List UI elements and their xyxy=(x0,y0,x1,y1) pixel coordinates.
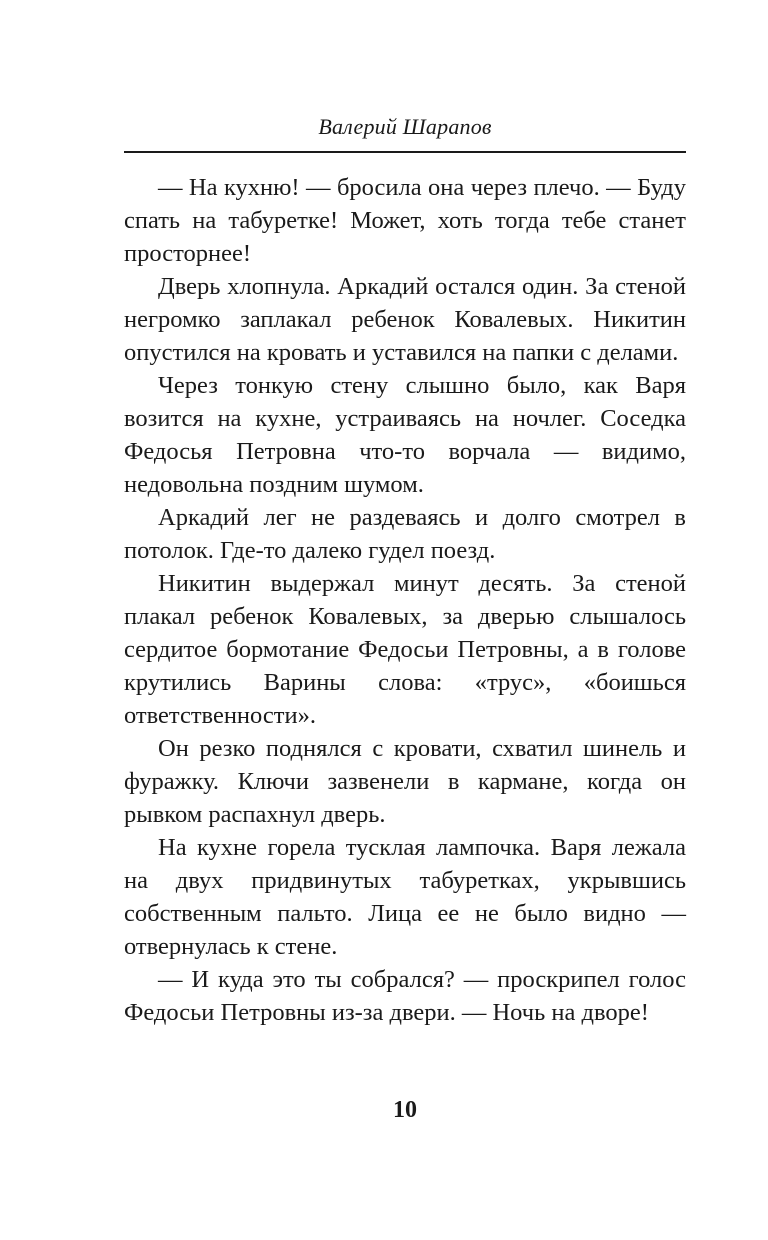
header-rule xyxy=(124,151,686,153)
paragraph: — На кухню! — бросила она через плечо. — Буду спать на табуретке! Может, хоть тогда тебе станет просторнее! xyxy=(124,174,686,267)
page-number: 10 xyxy=(393,1097,417,1123)
paragraph: Через тонкую стену слышно было, как Варя возится на кухне, устраиваясь на ночлег. Соседка Федосья Петровна что-то ворчала — видимо, недовольна поздним шумом. xyxy=(124,372,686,498)
paragraph: Аркадий лег не раздеваясь и долго смотрел в потолок. Где-то далеко гудел поезд. xyxy=(124,504,686,564)
paragraph: На кухне горела тусклая лампочка. Варя лежала на двух придвинутых табуретках, укрывшись собственным пальто. Лица ее не было видно — отвернулась к стене. xyxy=(124,834,686,960)
paragraph: Никитин выдержал минут десять. За стеной плакал ребенок Ковалевых, за дверью слышалось сердитое бормотание Федосьи Петровны, а в голове крутились Варины слова: «трус», «боишься ответственности». xyxy=(124,570,686,729)
paragraph: Он резко поднялся с кровати, схватил шинель и фуражку. Ключи зазвенели в кармане, когда он рывком распахнул дверь. xyxy=(124,735,686,828)
body-text xyxy=(124,171,686,1029)
paragraph: Дверь хлопнула. Аркадий остался один. За стеной негромко заплакал ребенок Ковалевых. Никитин опустился на кровать и уставился на папки с делами. xyxy=(124,273,686,366)
paragraph: — И куда это ты собрался? — проскрипел голос Федосьи Петровны из-за двери. — Ночь на дворе! xyxy=(124,966,686,1026)
running-head: Валерий Шарапов xyxy=(318,114,492,139)
